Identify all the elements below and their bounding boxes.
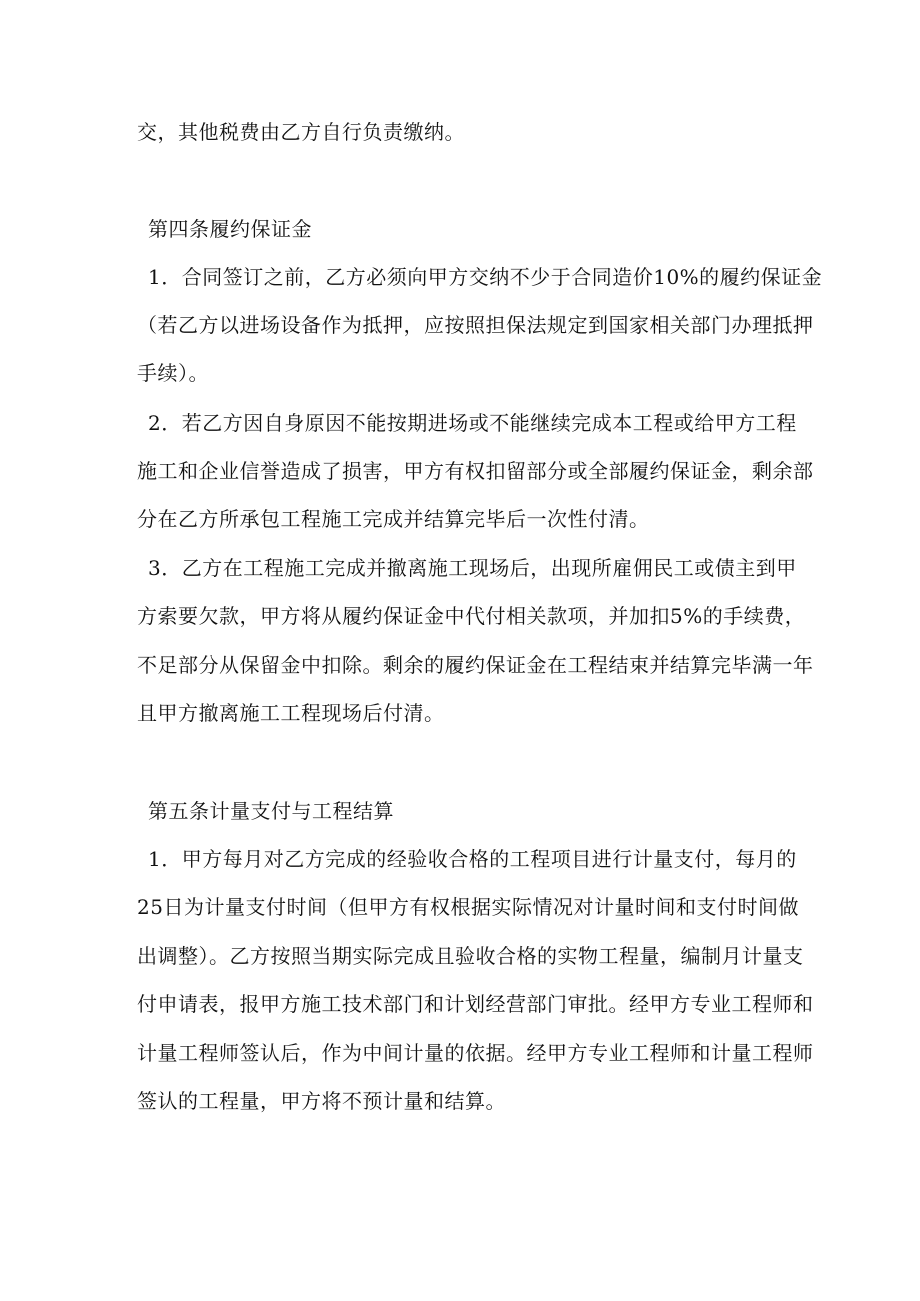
- article4-item1-line1: 1．合同签订之前，乙方必须向甲方交纳不少于合同造价10%的履约保证金: [148, 265, 823, 289]
- article5-item1-line1: 1．甲方每月对乙方完成的经验收合格的工程项目进行计量支付，每月的: [148, 847, 797, 871]
- article5-item1-line4: 付申请表，报甲方施工技术部门和计划经营部门审批。经甲方专业工程师和: [137, 992, 814, 1016]
- article5-heading: 第五条计量支付与工程结算: [148, 799, 394, 823]
- article4-item1-line2: （若乙方以进场设备作为抵押，应按照担保法规定到国家相关部门办理抵押: [137, 313, 814, 337]
- article4-item3-line1: 3．乙方在工程施工完成并撤离施工现场后，出现所雇佣民工或债主到甲: [148, 556, 797, 580]
- article4-item2-line1: 2．若乙方因自身原因不能按期进场或不能继续完成本工程或给甲方工程: [148, 411, 797, 435]
- intro-line: 交，其他税费由乙方自行负责缴纳。: [137, 120, 465, 144]
- article5-item1-line3: 出调整）。乙方按照当期实际完成且验收合格的实物工程量，编制月计量支: [137, 944, 804, 968]
- article4-item1-line3: 手续）。: [137, 361, 209, 385]
- article4-heading: 第四条履约保证金: [148, 217, 312, 241]
- article4-item3-line2: 方索要欠款，甲方将从履约保证金中代付相关款项，并加扣5%的手续费，: [137, 604, 806, 628]
- article4-item3-line3: 不足部分从保留金中扣除。剩余的履约保证金在工程结束并结算完毕满一年: [137, 653, 814, 677]
- article5-item1-line6: 签认的工程量，甲方将不预计量和结算。: [137, 1089, 506, 1113]
- article5-item1-line5: 计量工程师签认后，作为中间计量的依据。经甲方专业工程师和计量工程师: [137, 1041, 814, 1065]
- article5-item1-line2: 25日为计量支付时间（但甲方有权根据实际情况对计量时间和支付时间做: [137, 895, 799, 919]
- article4-item2-line2: 施工和企业信誉造成了损害，甲方有权扣留部分或全部履约保证金，剩余部: [137, 459, 814, 483]
- article4-item3-line4: 且甲方撤离施工工程现场后付清。: [137, 701, 445, 725]
- article4-item2-line3: 分在乙方所承包工程施工完成并结算完毕后一次性付清。: [137, 507, 650, 531]
